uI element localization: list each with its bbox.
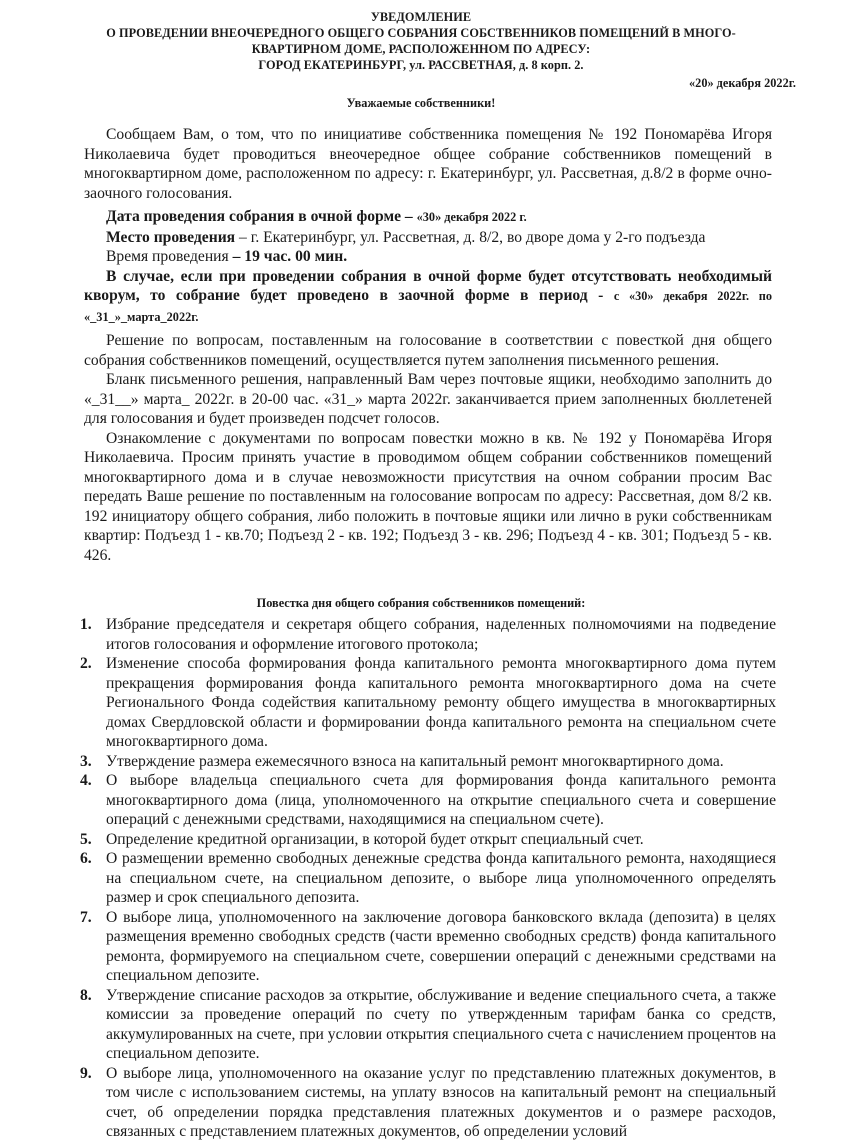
- meeting-date-value: «30» декабря 2022 г.: [416, 210, 527, 224]
- meeting-date-label: Дата проведения собрания в очной форме –: [106, 208, 413, 225]
- agenda-item-number: 3.: [80, 752, 92, 770]
- decision-paragraph: Решение по вопросам, поставленным на голосование в соответствии с повесткой дня общего собрания собственников помещений, осуществляется путем заполнения письменного решения.: [84, 332, 772, 369]
- agenda-item: [80, 908, 776, 986]
- agenda-item-number: 6.: [80, 850, 92, 867]
- agenda-item-text: Избрание председателя и секретаря общего собрания, наделенных полномочиями на подведение итогов голосования и оформление итогового протокола;: [106, 616, 776, 653]
- agenda-item-number: 1.: [80, 616, 92, 633]
- agenda-list: [80, 615, 776, 1142]
- agenda-item: [80, 615, 776, 654]
- agenda-item-text: Изменение способа формирования фонда капитального ремонта многоквартирного дома путем прекращения формирования фонда капитального ремонта многоквартирного дома на счете Регионального Фонда содействия капитальному ремонту общего имущества в многоквартирных домах Свердловской области и формировании фонда капитального ремонта на специальном счете многоквартирного дома.: [106, 655, 776, 750]
- agenda-item: [80, 771, 776, 830]
- agenda-item-number: 7.: [80, 908, 92, 926]
- agenda-item-number: 4.: [80, 772, 92, 789]
- agenda-item-number: 5.: [80, 830, 92, 848]
- review-paragraph: Ознакомление с документами по вопросам повестки можно в кв. № 192 у Пономарёва Игоря Николаевича. Просим принять участие в проводимом общем собрании собственников помещений многоквартирного дома и в случае невозможности присутствия на очном собрании просим Вас передать Ваше решение по поставленным на голосование вопросам по адресу: Рассветная, дом 8/2 кв. 192 инициатору общего собрания, либо положить в почтовые ящики или лично в руки собственникам квартир: Подъезд 1 - кв.70; Подъезд 2 - кв. 192; Подъезд 3 - кв. 296; Подъезд 4 - кв. 301; Подъезд 5 - кв. 426.: [84, 429, 772, 564]
- agenda-item: [80, 849, 776, 908]
- agenda-item-text: Утверждение размера ежемесячного взноса на капитальный ремонт многоквартирного дома.: [106, 752, 724, 770]
- meeting-time-label: Время проведения: [106, 248, 229, 265]
- agenda-item-number: 8.: [80, 986, 92, 1004]
- agenda-item: [80, 986, 776, 1064]
- agenda-item: [80, 654, 776, 752]
- greeting: Уважаемые собственники!: [346, 96, 496, 110]
- quorum-paragraph: [84, 267, 772, 328]
- notice-header: [0, 0, 842, 73]
- quorum-text: В случае, если при проведении собрания в очной форме будет отсутствовать необходимый кворум, то собрание будет проведено в заочной форме в период -: [84, 267, 772, 304]
- quorum-period: с «30» декабря 2022г. по «_31_»_марта_2022г.: [84, 289, 772, 324]
- notice-title: УВЕДОМЛЕНИЕ: [370, 10, 472, 24]
- agenda-item-text: О выборе лица, уполномоченного на оказание услуг по представлению платежных документов, в том числе с использованием системы, на уплату взносов на капитальный ремонт на специальный счет, об определении порядка представления платежных документов и о размере расходов, связанных с представлением платежных документов, об определении условий: [106, 1064, 776, 1140]
- meeting-date-line: [106, 207, 772, 228]
- agenda-item-text: Определение кредитной организации, в которой будет открыт специальный счет.: [106, 830, 644, 848]
- intro-paragraph: Сообщаем Вам, о том, что по инициативе собственника помещения № 192 Пономарёва Игоря Николаевича будет проводиться внеочередное общее собрание собственников помещений в многоквартирном доме, расположенном по адресу: г. Екатеринбург, ул. Рассветная, д.8/2 в форме очно-заочного голосования.: [84, 126, 772, 202]
- meeting-place-line: [106, 228, 772, 248]
- agenda-item-text: О выборе владельца специального счета для формирования фонда капитального ремонта многоквартирного дома (лица, уполномоченного на открытие специального счета и совершение операций с денежными средствами, находящимися на специальном счете).: [106, 772, 776, 828]
- agenda-item: [80, 830, 776, 850]
- meeting-place-label: Место проведения: [106, 228, 236, 246]
- notice-address: ГОРОД ЕКАТЕРИНБУРГ, ул. РАССВЕТНАЯ, д. 8 корп. 2.: [258, 58, 584, 72]
- meeting-time-value: – 19 час. 00 мин.: [232, 248, 348, 265]
- agenda-item-text: Утверждение списание расходов за открытие, обслуживание и ведение специального счета, а также комиссии за проведение операций по счету по утвержденным тарифам банка со средств, аккумулированных на счете, при условии открытия специального счета с начислением процентов на специальном депозите.: [106, 986, 776, 1062]
- agenda-item-number: 9.: [80, 1064, 92, 1082]
- meeting-time-line: [106, 247, 772, 267]
- agenda-title: Повестка дня общего собрания собственников помещений:: [256, 596, 586, 610]
- agenda-item: [80, 752, 776, 772]
- agenda-item: [80, 1064, 776, 1142]
- notice-subtitle-line-1: О ПРОВЕДЕНИИ ВНЕОЧЕРЕДНОГО ОБЩЕГО СОБРАНИЯ СОБСТВЕННИКОВ ПОМЕЩЕНИЙ В МНОГО-: [106, 26, 736, 40]
- agenda-item-text: О выборе лица, уполномоченного на заключение договора банковского вклада (депозита) в целях размещения временно свободных средств (части временно свободных средств) фонда капитального ремонта, формируемого на специальном счете, совершении операций с денежными средствами на специальном депозите.: [106, 908, 776, 984]
- ballot-paragraph: Бланк письменного решения, направленный Вам через почтовые ящики, необходимо заполнить до «_31__» марта_ 2022г. в 20-00 час. «31_» марта 2022г. заканчивается прием заполненных бюллетеней для голосования и будет произведен подсчет голосов.: [84, 371, 772, 427]
- notice-body: [84, 125, 772, 565]
- notice-subtitle-line-2: КВАРТИРНОМ ДОМЕ, РАСПОЛОЖЕННОМ ПО АДРЕСУ:: [251, 42, 591, 56]
- agenda-item-number: 2.: [80, 655, 92, 672]
- agenda-item-text: О размещении временно свободных денежные средства фонда капитального ремонта, находящиеся на специальном счете, на специальном депозите, о выборе лица уполномоченного определять размер и срок специального депозита.: [106, 850, 776, 906]
- meeting-place-value: – г. Екатеринбург, ул. Рассветная, д. 8/2, во дворе дома у 2-го подъезда: [239, 228, 706, 246]
- notice-date: «20» декабря 2022г.: [689, 76, 796, 90]
